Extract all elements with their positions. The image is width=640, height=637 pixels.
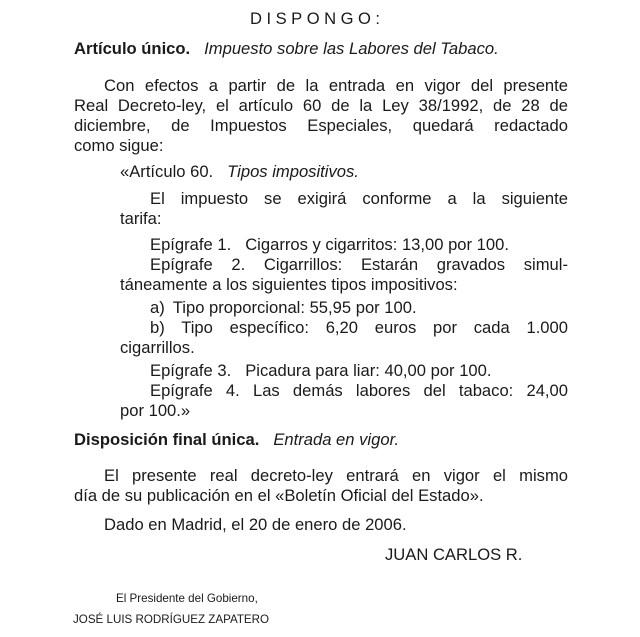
epigrafe-4-label: Epígrafe 4. <box>150 381 240 400</box>
item-b-label: b) <box>150 318 165 337</box>
article-title: Impuesto sobre las Labores del Tabaco. <box>204 39 499 58</box>
final-text-line-1: El presente real decreto-ley entrará en vigor el mismo <box>104 466 568 485</box>
epigrafe-2-text: Cigarrillos: Estarán gravados simul- <box>263 255 568 274</box>
item-a-label: a) <box>150 298 165 317</box>
president-title: El Presidente del Gobierno, <box>116 592 258 605</box>
epigrafe-1 <box>150 235 509 255</box>
quoted-article-label: «Artículo 60. <box>120 162 214 181</box>
epigrafe-2-label: Epígrafe 2. <box>150 255 246 274</box>
epigrafe-3-label: Epígrafe 3. <box>150 361 232 380</box>
tariff-intro-line-2: tarifa: <box>120 209 162 228</box>
item-a <box>150 298 417 318</box>
article-label: Artículo único. <box>74 39 191 58</box>
epigrafe-4-cont: por 100.» <box>120 401 191 420</box>
dated-line: Dado en Madrid, el 20 de enero de 2006. <box>104 515 407 534</box>
epigrafe-1-label: Epígrafe 1. <box>150 235 232 254</box>
epigrafe-1-text: Cigarros y cigarritos: 13,00 por 100. <box>245 235 509 254</box>
heading-dispongo: DISPONGO: <box>250 9 385 28</box>
final-heading <box>74 430 399 450</box>
signature: JUAN CARLOS R. <box>385 545 523 564</box>
epigrafe-2 <box>150 255 568 275</box>
final-title: Entrada en vigor. <box>273 430 400 449</box>
president-name: JOSÉ LUIS RODRÍGUEZ ZAPATERO <box>73 613 270 626</box>
epigrafe-3 <box>150 361 492 381</box>
epigrafe-4-text: Las demás labores del tabaco: 24,00 <box>252 381 568 400</box>
final-text-line-2: día de su publicación en el «Boletín Oficial del Estado». <box>74 486 484 505</box>
intro-line-2: Real Decreto-ley, el artículo 60 de la Ley 38/1992, de 28 de <box>74 96 568 115</box>
intro-line-4: como sigue: <box>74 136 164 155</box>
item-b-cont: cigarrillos. <box>120 338 195 357</box>
final-label: Disposición final única. <box>74 430 260 449</box>
epigrafe-2-cont: táneamente a los siguientes tipos impositivos: <box>120 275 458 294</box>
article-heading <box>74 39 499 59</box>
item-a-text: Tipo proporcional: 55,95 por 100. <box>172 298 417 317</box>
item-b-text: Tipo específico: 6,20 euros por cada 1.000 <box>181 318 568 337</box>
epigrafe-3-text: Picadura para liar: 40,00 por 100. <box>245 361 492 380</box>
intro-line-1: Con efectos a partir de la entrada en vigor del presente <box>104 76 568 95</box>
intro-line-3: diciembre, de Impuestos Especiales, quedará redactado <box>74 116 568 135</box>
tariff-intro-line-1: El impuesto se exigirá conforme a la siguiente <box>150 189 568 208</box>
quoted-article-heading <box>120 162 359 182</box>
epigrafe-4 <box>150 381 568 401</box>
quoted-article-title: Tipos impositivos. <box>227 162 359 181</box>
item-b <box>150 318 568 338</box>
